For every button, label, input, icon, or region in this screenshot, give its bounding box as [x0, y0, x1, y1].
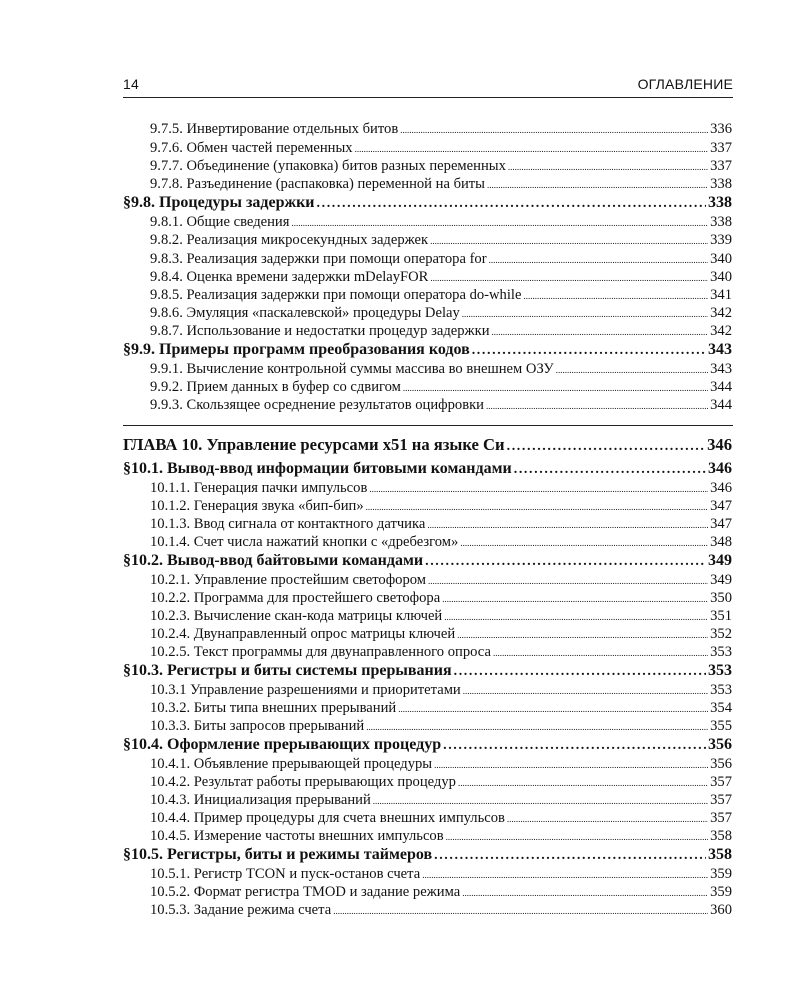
- toc-entry-page: 338: [710, 214, 732, 230]
- toc-entry-title: 9.9.1. Вычисление контрольной суммы массива во внешнем ОЗУ: [150, 361, 554, 377]
- toc-entry-title: 9.7.8. Разъединение (распаковка) переменной на биты: [150, 176, 485, 192]
- toc-entry-title: 10.2.1. Управление простейшим светофором: [150, 572, 427, 588]
- toc-entry-title: 10.4.3. Инициализация прерываний: [150, 792, 371, 808]
- toc-entry-title: 10.3.2. Биты типа внешних прерываний: [150, 700, 397, 716]
- toc-entry: [150, 157, 732, 176]
- toc-entry: [150, 681, 732, 700]
- toc-entry: [150, 571, 732, 590]
- toc-entry-title: 9.7.6. Обмен частей переменных: [150, 140, 353, 156]
- toc-entry-page: 357: [710, 810, 732, 826]
- toc-section: [123, 845, 732, 864]
- toc-entry: [150, 268, 732, 287]
- toc-entry: [150, 304, 732, 323]
- toc-section-page: 349: [708, 552, 732, 569]
- toc-entry-page: 358: [710, 828, 732, 844]
- toc-section-page: 346: [708, 460, 732, 477]
- toc-section: [123, 735, 732, 754]
- toc-section-page: 353: [708, 662, 732, 679]
- toc-entry-title: 9.8.6. Эмуляция «паскалевской» процедуры Delay: [150, 305, 460, 321]
- toc-entry-title: 9.8.5. Реализация задержки при помощи оператора do-while: [150, 287, 522, 303]
- toc-entry: [150, 175, 732, 194]
- toc-entry-page: 343: [710, 361, 732, 377]
- dot-leader: [317, 194, 707, 213]
- toc-entry-title: 9.7.7. Объединение (упаковка) битов разных переменных: [150, 158, 506, 174]
- toc-section-title: §10.4. Оформление прерывающих процедур: [123, 736, 442, 753]
- toc-entry: [150, 378, 732, 397]
- toc-entry-page: 344: [710, 379, 732, 395]
- toc-entry: [150, 533, 732, 552]
- chapter-divider: [123, 425, 733, 426]
- toc-entry: [150, 360, 732, 379]
- toc-entry-page: 340: [710, 269, 732, 285]
- toc-section-title: §10.3. Регистры и биты системы прерывания: [123, 662, 452, 679]
- toc-section: [123, 661, 732, 680]
- toc-section: [123, 551, 732, 570]
- toc-entry: [150, 396, 732, 415]
- toc-entry-page: 350: [710, 590, 732, 606]
- toc-entry: [150, 497, 732, 516]
- toc-entry: [150, 625, 732, 644]
- toc-entry: [150, 865, 732, 884]
- toc-entry-title: 9.9.2. Прием данных в буфер со сдвигом: [150, 379, 401, 395]
- toc-entry: [150, 643, 732, 662]
- toc-entry: [150, 809, 732, 828]
- toc-section-title: §9.9. Примеры программ преобразования кодов: [123, 341, 470, 358]
- dot-leader: [507, 437, 706, 456]
- toc-entry-title: 10.3.3. Биты запросов прерываний: [150, 718, 365, 734]
- toc-entry-page: 338: [710, 176, 732, 192]
- toc-entry-page: 342: [710, 323, 732, 339]
- toc-entry-title: 10.4.1. Объявление прерывающей процедуры: [150, 756, 433, 772]
- toc-entry-title: 9.7.5. Инвертирование отдельных битов: [150, 121, 399, 137]
- dot-leader: [333, 902, 708, 921]
- toc-entry-title: 10.2.4. Двунаправленный опрос матрицы ключей: [150, 626, 456, 642]
- toc-entry-page: 341: [710, 287, 732, 303]
- toc-entry-page: 344: [710, 397, 732, 413]
- toc-entry: [150, 773, 732, 792]
- toc-entry-title: 10.1.2. Генерация звука «бип-бип»: [150, 498, 364, 514]
- toc-chapter-page: 346: [707, 435, 732, 454]
- dot-leader: [430, 232, 708, 251]
- toc-entry-page: 347: [710, 516, 732, 532]
- toc-entry-title: 10.2.5. Текст программы для двунаправленного опроса: [150, 644, 491, 660]
- dot-leader: [472, 341, 706, 360]
- toc-entry: [150, 213, 732, 232]
- toc-entry-title: 9.8.7. Использование и недостатки процедур задержки: [150, 323, 490, 339]
- dot-leader: [434, 846, 706, 865]
- toc-entry-page: 339: [710, 232, 732, 248]
- toc-section-page: 338: [708, 194, 732, 211]
- toc-entry-page: 359: [710, 866, 732, 882]
- toc-entry: [150, 901, 732, 920]
- toc-entry-title: 9.8.1. Общие сведения: [150, 214, 290, 230]
- running-head: [123, 76, 733, 96]
- toc-entry-title: 10.1.1. Генерация пачки импульсов: [150, 480, 368, 496]
- toc-entry: [150, 120, 732, 139]
- toc-entry-page: 359: [710, 884, 732, 900]
- toc-section-page: 356: [708, 736, 732, 753]
- toc-entry-page: 352: [710, 626, 732, 642]
- dot-leader: [400, 121, 708, 140]
- toc-entry-title: 9.8.2. Реализация микросекундных задержек: [150, 232, 429, 248]
- toc-entry-title: 10.3.1 Управление разрешениями и приоритетами: [150, 682, 461, 698]
- toc-entry-title: 10.4.2. Результат работы прерывающих процедур: [150, 774, 456, 790]
- toc-entry: [150, 250, 732, 269]
- toc-entry-title: 10.5.1. Регистр TCON и пуск-останов счета: [150, 866, 421, 882]
- toc-entry-page: 336: [710, 121, 732, 137]
- toc-entry: [150, 589, 732, 608]
- toc-section-title: §10.2. Вывод-ввод байтовыми командами: [123, 552, 424, 569]
- dot-leader: [514, 460, 706, 479]
- toc-entry-page: 353: [710, 682, 732, 698]
- toc-entry-page: 356: [710, 756, 732, 772]
- toc-entry-title: 10.4.5. Измерение частоты внешних импульсов: [150, 828, 444, 844]
- toc-entry-title: 10.2.3. Вычисление скан-кода матрицы ключей: [150, 608, 443, 624]
- toc-entry-title: 9.9.3. Скользящее осреднение результатов оцифровки: [150, 397, 484, 413]
- page-number: 14: [123, 76, 139, 92]
- toc-entry-page: 346: [710, 480, 732, 496]
- toc-entry-page: 355: [710, 718, 732, 734]
- toc-entry: [150, 515, 732, 534]
- toc-section: [123, 193, 732, 212]
- toc-entry-page: 337: [710, 158, 732, 174]
- toc-section-title: §10.5. Регистры, биты и режимы таймеров: [123, 846, 433, 863]
- toc-entry: [150, 322, 732, 341]
- toc-section-title: §10.1. Вывод-ввод информации битовыми командами: [123, 460, 512, 477]
- toc-entry-page: 340: [710, 251, 732, 267]
- toc-entry-title: 9.8.3. Реализация задержки при помощи оператора for: [150, 251, 487, 267]
- toc-entry: [150, 231, 732, 250]
- toc-entry: [150, 791, 732, 810]
- toc-section-title: §9.8. Процедуры задержки: [123, 194, 315, 211]
- toc-entry: [150, 479, 732, 498]
- header-rule: [123, 97, 733, 98]
- toc-entry-page: 348: [710, 534, 732, 550]
- toc-entry-page: 353: [710, 644, 732, 660]
- toc-entry: [150, 827, 732, 846]
- toc-entry: [150, 139, 732, 158]
- toc-entry-page: 349: [710, 572, 732, 588]
- toc-entry-page: 337: [710, 140, 732, 156]
- toc-section: [123, 340, 732, 359]
- toc-entry-title: 9.8.4. Оценка времени задержки mDelayFOR: [150, 269, 429, 285]
- dot-leader: [454, 662, 706, 681]
- toc-entry-page: 347: [710, 498, 732, 514]
- toc-section: [123, 459, 732, 478]
- dot-leader: [425, 552, 706, 571]
- toc-entry-page: 351: [710, 608, 732, 624]
- toc-section-page: 343: [708, 341, 732, 358]
- toc-entry-title: 10.5.2. Формат регистра TMOD и задание режима: [150, 884, 461, 900]
- toc-entry: [150, 607, 732, 626]
- toc-entry: [150, 717, 732, 736]
- toc-entry-page: 360: [710, 902, 732, 918]
- toc-section-page: 358: [708, 846, 732, 863]
- toc-entry-title: 10.2.2. Программа для простейшего светофора: [150, 590, 441, 606]
- toc-entry-title: 10.4.4. Пример процедуры для счета внешних импульсов: [150, 810, 505, 826]
- toc-entry-title: 10.5.3. Задание режима счета: [150, 902, 332, 918]
- toc-entry: [150, 883, 732, 902]
- toc-entry-page: 357: [710, 792, 732, 808]
- toc-entry: [150, 286, 732, 305]
- toc-entry-page: 354: [710, 700, 732, 716]
- toc-entry-page: 342: [710, 305, 732, 321]
- toc-entry: [150, 755, 732, 774]
- dot-leader: [486, 397, 708, 416]
- running-title: ОГЛАВЛЕНИЕ: [637, 76, 733, 92]
- toc-chapter-title: ГЛАВА 10. Управление ресурсами x51 на языке Си: [123, 435, 505, 454]
- toc-entry: [150, 699, 732, 718]
- dot-leader: [443, 736, 706, 755]
- toc-entry-title: 10.1.4. Счет числа нажатий кнопки с «дребезгом»: [150, 534, 459, 550]
- toc-entry-page: 357: [710, 774, 732, 790]
- toc-entry-title: 10.1.3. Ввод сигнала от контактного датчика: [150, 516, 426, 532]
- toc-chapter: [123, 435, 732, 454]
